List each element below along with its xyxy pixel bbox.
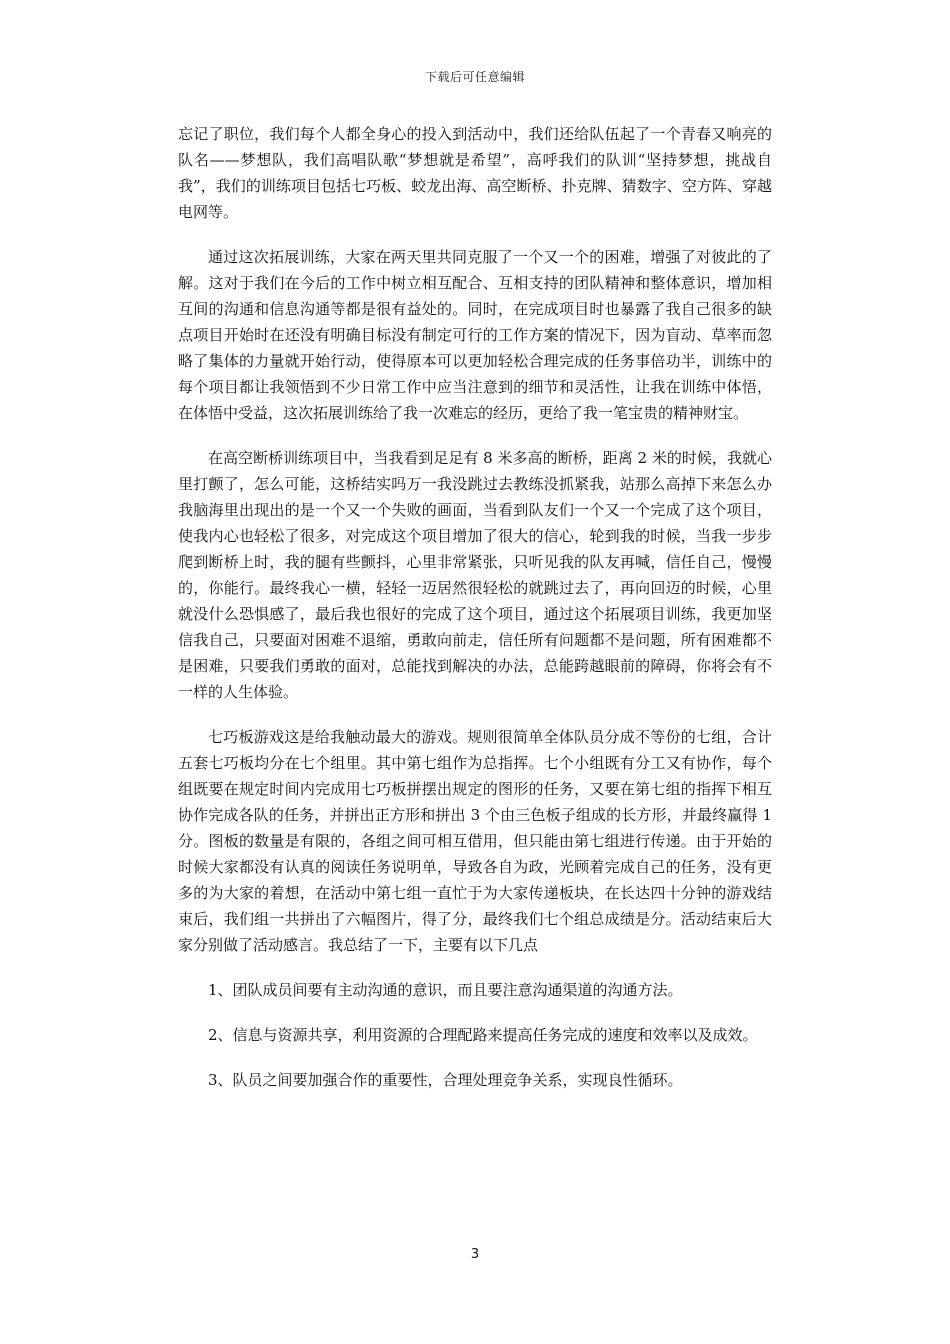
paragraph-tangram-game: 七巧板游戏这是给我触动最大的游戏。规则很简单全体队员分成不等份的七组，合计五套七巧板均分在七个组里。其中第七组作为总指挥。七个小组既有分工又有协作，每个组既要在规定时间内完成用七巧板拼摆出规定的图形的任务，又要在第七组的指挥下相互协作完成各队的任务，并拼出正方形和拼出 3 个由三色板子组成的长方形，并最终赢得 1 分。图板的数量是有限的，各组之间可相互借用，但只能由第七组进行传递。由于开始的时候大家都没有认真的阅读任务说明单，导致各自为政，光顾着完成自己的任务，没有更多的为大家的着想，在活动中第七组一直忙于为大家传递板块，在长达四十分钟的游戏结束后，我们组一共拼出了六幅图片，得了分，最终我们七个组总成绩是分。活动结束后大家分别做了活动感言。我总结了一下，主要有以下几点 (178, 728, 772, 954)
page-number: 3 (470, 1247, 480, 1262)
document-body (178, 121, 772, 1112)
list-item-point-2: 2、信息与资源共享，利用资源的合理配路来提高任务完成的速度和效率以及成效。 (208, 1026, 758, 1044)
paragraph-high-bridge: 在高空断桥训练项目中，当我看到足足有 8 米多高的断桥，距离 2 米的时候，我就心里打颤了，怎么可能，这桥结实吗万一我没跳过去教练没抓紧我，站那么高掉下来怎么办我脑海里出现出的是一个又一个失败的画面，当看到队友们一个又一个完成了这个项目，使我内心也轻松了很多，对完成这个项目增加了很大的信心，轮到我的时候，当我一步步爬到断桥上时，我的腿有些颤抖，心里非常紧张，只听见我的队友再喊，信任自己，慢慢的，你能行。最终我心一横，轻轻一迈居然很轻松的就跳过去了，再向回迈的时候，心里就没什么恐惧感了，最后我也很好的完成了这个项目，通过这个拓展项目训练，我更加坚信我自己，只要面对困难不退缩，勇敢向前走，信任所有问题都不是问题，所有困难都不是困难，只要我们勇敢的面对，总能找到解决的办法，总能跨越眼前的障碍，你将会有不一样的人生体验。 (178, 449, 772, 701)
page-header: 下载后可任意编辑 (424, 70, 525, 84)
paragraph-team-intro: 忘记了职位，我们每个人都全身心的投入到活动中，我们还给队伍起了一个青春又响亮的队名——梦想队，我们高唱队歌“梦想就是希望”，高呼我们的队训“坚持梦想，挑战自我”，我们的训练项目包括七巧板、蛟龙出海、高空断桥、扑克牌、猜数字、空方阵、穿越电网等。 (178, 125, 772, 221)
paragraph-training-reflection: 通过这次拓展训练，大家在两天里共同克服了一个又一个的困难，增强了对彼此的了解。这对于我们在今后的工作中树立相互配合、互相支持的团队精神和整体意识，增加相互间的沟通和信息沟通等都是很有益处的。同时，在完成项目时也暴露了我自己很多的缺点项目开始时在还没有明确目标没有制定可行的工作方案的情况下，因为盲动、草率而忽略了集体的力量就开始行动，使得原本可以更加轻松合理完成的任务事倍功半，训练中的每个项目都让我领悟到不少日常工作中应当注意到的细节和灵活性，让我在训练中体悟，在体悟中受益，这次拓展训练给了我一次难忘的经历，更给了我一笔宝贵的精神财宝。 (178, 248, 772, 422)
list-item-point-3: 3、队员之间要加强合作的重要性，合理处理竞争关系，实现良性循环。 (208, 1071, 683, 1089)
list-item-point-1: 1、团队成员间要有主动沟通的意识，而且要注意沟通渠道的沟通方法。 (208, 981, 683, 999)
